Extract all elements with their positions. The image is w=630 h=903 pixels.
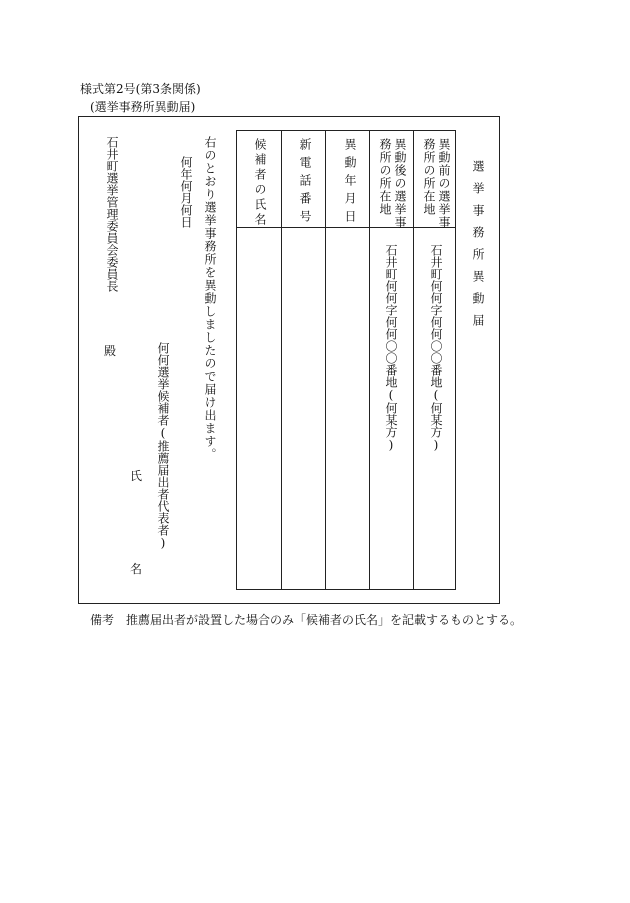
form-number: 様式第2号(第3条関係): [80, 82, 201, 96]
header-phone: 新電話番号: [298, 138, 312, 228]
header-date: 異動年月日: [343, 138, 357, 228]
name-label-1: 氏: [130, 469, 143, 483]
header-candidate-name: 候補者の氏名: [253, 138, 267, 228]
header-old-location: 異動前の選挙事務所の所在地: [422, 138, 451, 229]
form-title: 選挙事務所異動届: [471, 160, 485, 336]
column-divider: [369, 131, 370, 589]
name-label-2: 名: [130, 562, 143, 576]
value-old-location: 石井町何何字何何〇〇番地(何某方): [429, 244, 443, 452]
value-new-location: 石井町何何字何何〇〇番地(何某方): [384, 244, 398, 452]
date-line: 何年何月何日: [179, 156, 193, 228]
footer-note: 備考 推薦届出者が設置した場合のみ「候補者の氏名」を記載するものとする。: [90, 613, 523, 627]
column-divider: [413, 131, 414, 589]
column-divider: [281, 131, 282, 589]
statement-text: 右のとおり選挙事務所を異動しましたので届け出ます。: [203, 136, 217, 461]
submitter-line: 何何選挙候補者(推薦届出者代表者): [156, 342, 170, 550]
form-subtitle: (選挙事務所異動届): [90, 100, 196, 114]
header-new-location: 異動後の選挙事務所の所在地: [378, 138, 407, 229]
column-divider: [325, 131, 326, 589]
honorific: 殿: [104, 344, 117, 358]
addressee: 石井町選挙管理委員会委員長: [105, 136, 119, 292]
